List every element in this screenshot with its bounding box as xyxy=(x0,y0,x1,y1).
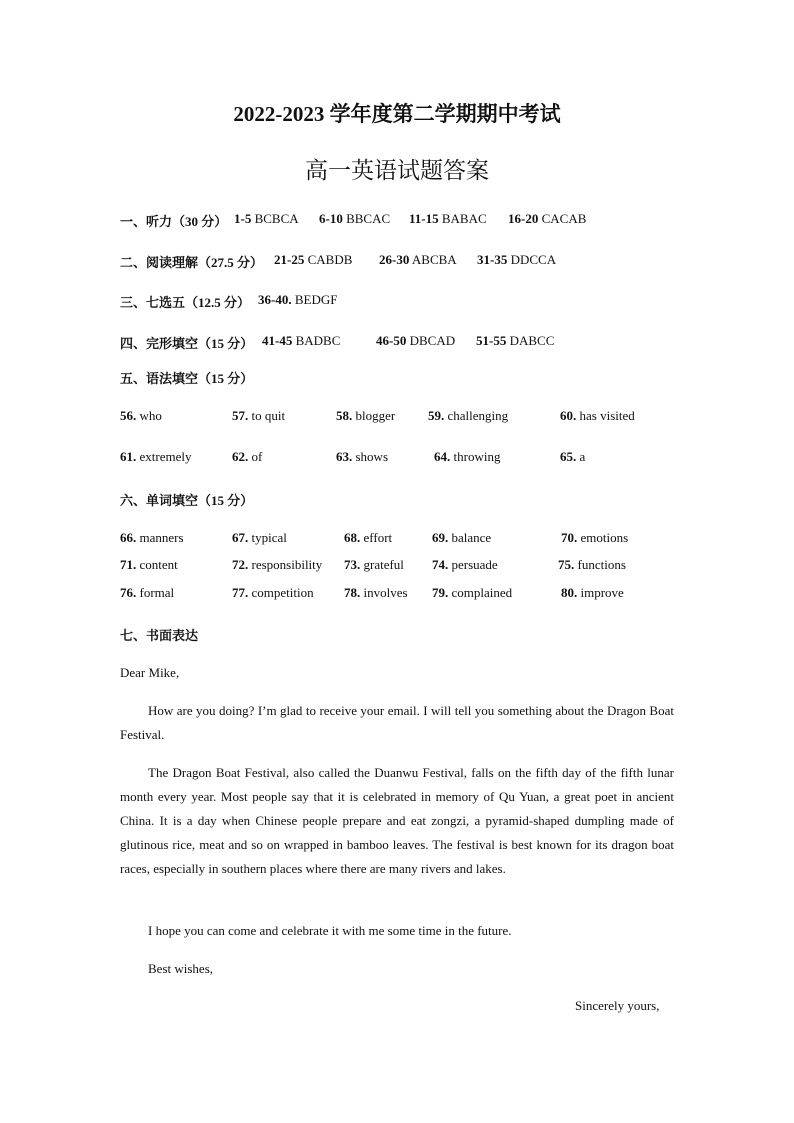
letter-salutation: Dear Mike, xyxy=(120,665,180,680)
answer-item: 65. a xyxy=(560,449,586,464)
answer-item: 71. content xyxy=(120,557,178,572)
answer-group: 41-45 BADBC xyxy=(262,333,341,348)
section-label: 七、书面表达 xyxy=(120,628,199,643)
answer-item: 67. typical xyxy=(232,530,287,545)
letter-closing: Sincerely yours, xyxy=(575,998,660,1013)
answer-group: 6-10 BBCAC xyxy=(319,211,391,226)
answer-group: 26-30 ABCBA xyxy=(379,252,457,267)
answer-group: 46-50 DBCAD xyxy=(376,333,456,348)
answer-group: 31-35 DDCCA xyxy=(477,252,557,267)
answer-item: 78. involves xyxy=(344,585,408,600)
answer-item: 73. grateful xyxy=(344,557,404,572)
answer-item: 61. extremely xyxy=(120,449,192,464)
answer-item: 64. throwing xyxy=(434,449,501,464)
letter-paragraph: Best wishes, xyxy=(148,961,213,976)
answer-group: 36-40. BEDGF xyxy=(258,292,338,307)
answer-item: 57. to quit xyxy=(232,408,286,423)
answer-item: 74. persuade xyxy=(432,557,498,572)
section-label: 四、完形填空（15 分） xyxy=(120,336,254,351)
answer-item: 66. manners xyxy=(120,530,184,545)
section-label: 二、阅读理解（27.5 分） xyxy=(120,255,264,270)
answer-group: 51-55 DABCC xyxy=(476,333,555,348)
answer-item: 79. complained xyxy=(432,585,513,600)
answer-item: 72. responsibility xyxy=(232,557,323,572)
answer-group: 16-20 CACAB xyxy=(508,211,587,226)
answer-item: 60. has visited xyxy=(560,408,635,423)
answer-item: 58. blogger xyxy=(336,408,396,423)
exam-title: 2022-2023 学年度第二学期期中考试 xyxy=(233,102,561,126)
section-label: 三、七选五（12.5 分） xyxy=(120,295,251,310)
answer-group: 11-15 BABAC xyxy=(409,211,487,226)
letter-paragraph: I hope you can come and celebrate it with me some time in the future. xyxy=(148,923,512,938)
answer-item: 63. shows xyxy=(336,449,389,464)
section-label: 一、听力（30 分） xyxy=(120,214,228,229)
answer-item: 69. balance xyxy=(432,530,492,545)
answer-group: 1-5 BCBCA xyxy=(234,211,299,226)
answer-item: 56. who xyxy=(120,408,162,423)
section-label: 五、语法填空（15 分） xyxy=(120,371,254,386)
answer-item: 76. formal xyxy=(120,585,175,600)
letter-paragraph: How are you doing? I’m glad to receive your email. I will tell you something about the Dragon Boat Festival. xyxy=(120,703,674,742)
answer-item: 70. emotions xyxy=(561,530,629,545)
answer-key-title: 高一英语试题答案 xyxy=(305,158,489,183)
section-label: 六、单词填空（15 分） xyxy=(120,493,254,508)
answer-item: 77. competition xyxy=(232,585,314,600)
answer-item: 59. challenging xyxy=(428,408,509,423)
answer-item: 62. of xyxy=(232,449,263,464)
answer-item: 80. improve xyxy=(561,585,624,600)
letter-paragraph: The Dragon Boat Festival, also called the Duanwu Festival, falls on the fifth day of the fifth lunar month every year. Most people say that it is celebrated in memory of Qu Yuan, a great poet in ancient China. It is a day when Chinese people prepare and eat zongzi, a pyramid-shaped dumpling made of glutinous rice, meat and so on wrapped in bamboo leaves. The festival is best known for its dragon boat races, especially in southern places where there are many rivers and lakes. xyxy=(120,765,674,876)
answer-item: 75. functions xyxy=(558,557,626,572)
answer-group: 21-25 CABDB xyxy=(274,252,353,267)
answer-item: 68. effort xyxy=(344,530,393,545)
